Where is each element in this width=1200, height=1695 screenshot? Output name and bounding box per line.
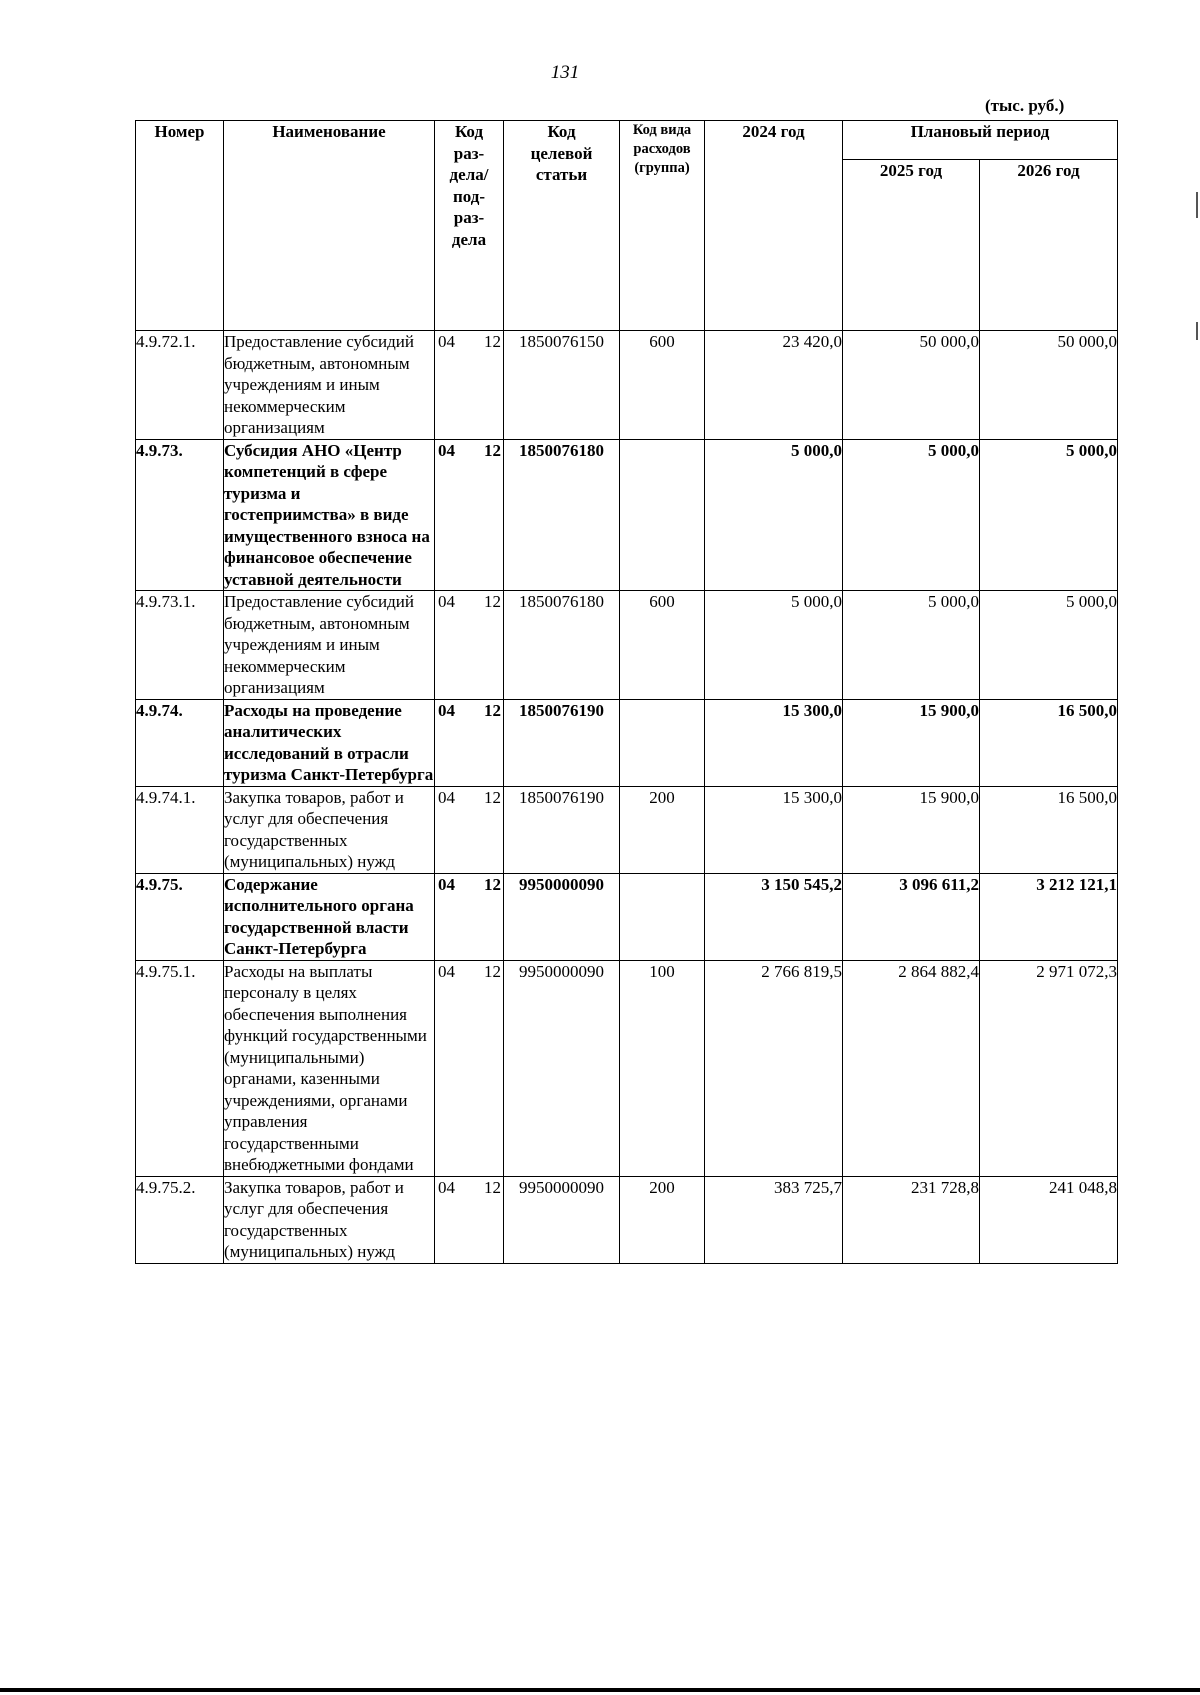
cell-razdel bbox=[435, 873, 504, 960]
cell-2026: 2 971 072,3 bbox=[980, 960, 1118, 1176]
cell-vid: 200 bbox=[620, 1176, 705, 1263]
cell-number: 4.9.72.1. bbox=[136, 331, 224, 440]
cell-celevaya: 9950000090 bbox=[504, 873, 620, 960]
cell-razdel-code: 04 bbox=[438, 1177, 455, 1197]
cell-name: Расходы на выплаты персоналу в целях обеспечения выполнения функций государственными (муниципальными) органами, казенными учреждениями, органами управления государственными внебюджетными фондами bbox=[224, 960, 435, 1176]
cell-2025: 231 728,8 bbox=[843, 1176, 980, 1263]
cell-2026: 50 000,0 bbox=[980, 331, 1118, 440]
cell-razdel-code: 04 bbox=[438, 700, 455, 720]
cell-vid: 600 bbox=[620, 331, 705, 440]
table-body bbox=[136, 331, 1118, 1264]
page-number: 131 bbox=[550, 62, 580, 83]
cell-vid bbox=[620, 439, 705, 591]
table-row bbox=[136, 960, 1118, 1176]
cell-number: 4.9.74.1. bbox=[136, 786, 224, 873]
cell-celevaya: 1850076180 bbox=[504, 439, 620, 591]
cell-podrazdel-code: 12 bbox=[484, 874, 501, 894]
cell-2025: 5 000,0 bbox=[843, 439, 980, 591]
table-row bbox=[136, 591, 1118, 700]
table-row bbox=[136, 439, 1118, 591]
cell-2026: 5 000,0 bbox=[980, 439, 1118, 591]
cell-podrazdel-code: 12 bbox=[484, 700, 501, 720]
cell-name: Содержание исполнительного органа государственной власти Санкт-Петербурга bbox=[224, 873, 435, 960]
cell-razdel bbox=[435, 331, 504, 440]
cell-razdel bbox=[435, 591, 504, 700]
cell-2024: 383 725,7 bbox=[705, 1176, 843, 1263]
cell-podrazdel-code: 12 bbox=[484, 961, 501, 981]
cell-celevaya: 1850076190 bbox=[504, 786, 620, 873]
cell-razdel bbox=[435, 1176, 504, 1263]
cell-2024: 5 000,0 bbox=[705, 591, 843, 700]
cell-celevaya: 1850076180 bbox=[504, 591, 620, 700]
cell-2025: 50 000,0 bbox=[843, 331, 980, 440]
cell-2024: 2 766 819,5 bbox=[705, 960, 843, 1176]
cell-podrazdel-code: 12 bbox=[484, 440, 501, 460]
cell-razdel-code: 04 bbox=[438, 874, 455, 894]
cell-2024: 15 300,0 bbox=[705, 786, 843, 873]
cell-2025: 2 864 882,4 bbox=[843, 960, 980, 1176]
cell-2024: 5 000,0 bbox=[705, 439, 843, 591]
cell-number: 4.9.73.1. bbox=[136, 591, 224, 700]
table-row bbox=[136, 699, 1118, 786]
cell-number: 4.9.74. bbox=[136, 699, 224, 786]
cell-name: Субсидия АНО «Центр компетенций в сфере туризма и гостеприимства» в виде имущественного взноса на финансовое обеспечение уставной деятельности bbox=[224, 439, 435, 591]
cell-razdel-code: 04 bbox=[438, 787, 455, 807]
cell-2026: 16 500,0 bbox=[980, 786, 1118, 873]
cell-number: 4.9.73. bbox=[136, 439, 224, 591]
header-2025: 2025 год bbox=[843, 160, 980, 331]
header-plan-period: Плановый период bbox=[843, 121, 1118, 160]
cell-name: Предоставление субсидий бюджетным, автономным учреждениям и иным некоммерческим организациям bbox=[224, 331, 435, 440]
cell-vid: 200 bbox=[620, 786, 705, 873]
header-2024: 2024 год bbox=[705, 121, 843, 331]
cell-2026: 5 000,0 bbox=[980, 591, 1118, 700]
cell-vid bbox=[620, 699, 705, 786]
cell-2025: 15 900,0 bbox=[843, 786, 980, 873]
cell-razdel bbox=[435, 960, 504, 1176]
table-row bbox=[136, 1176, 1118, 1263]
cell-podrazdel-code: 12 bbox=[484, 332, 501, 351]
header-celevaya: Код целевой статьи bbox=[504, 121, 620, 331]
cell-2024: 23 420,0 bbox=[705, 331, 843, 440]
cell-razdel-code: 04 bbox=[438, 332, 455, 351]
cell-celevaya: 1850076190 bbox=[504, 699, 620, 786]
scan-edge-mark bbox=[1196, 322, 1198, 340]
cell-razdel bbox=[435, 699, 504, 786]
cell-vid: 100 bbox=[620, 960, 705, 1176]
cell-number: 4.9.75.1. bbox=[136, 960, 224, 1176]
table-row bbox=[136, 873, 1118, 960]
cell-2024: 3 150 545,2 bbox=[705, 873, 843, 960]
units-label: (тыс. руб.) bbox=[985, 96, 1065, 115]
budget-table bbox=[135, 120, 1118, 1264]
cell-razdel-code: 04 bbox=[438, 592, 455, 611]
scan-bottom-edge bbox=[0, 1688, 1200, 1692]
cell-2025: 5 000,0 bbox=[843, 591, 980, 700]
cell-podrazdel-code: 12 bbox=[484, 787, 501, 807]
scan-edge-mark bbox=[1196, 192, 1198, 218]
cell-razdel-code: 04 bbox=[438, 440, 455, 460]
cell-celevaya: 9950000090 bbox=[504, 1176, 620, 1263]
table-row bbox=[136, 786, 1118, 873]
cell-number: 4.9.75.2. bbox=[136, 1176, 224, 1263]
header-2026: 2026 год bbox=[980, 160, 1118, 331]
cell-podrazdel-code: 12 bbox=[484, 1177, 501, 1197]
table-row bbox=[136, 331, 1118, 440]
cell-2026: 241 048,8 bbox=[980, 1176, 1118, 1263]
cell-razdel bbox=[435, 439, 504, 591]
cell-2026: 3 212 121,1 bbox=[980, 873, 1118, 960]
cell-2025: 3 096 611,2 bbox=[843, 873, 980, 960]
header-razdel: Код раз- дела/ под- раз- дела bbox=[435, 121, 504, 331]
cell-vid bbox=[620, 873, 705, 960]
cell-name: Расходы на проведение аналитических исследований в отрасли туризма Санкт-Петербурга bbox=[224, 700, 434, 784]
cell-vid: 600 bbox=[620, 591, 705, 700]
cell-name: Закупка товаров, работ и услуг для обеспечения государственных (муниципальных) нужд bbox=[224, 1176, 435, 1263]
cell-2026: 16 500,0 bbox=[980, 699, 1118, 786]
cell-2024: 15 300,0 bbox=[705, 699, 843, 786]
cell-celevaya: 9950000090 bbox=[504, 960, 620, 1176]
cell-number: 4.9.75. bbox=[136, 873, 224, 960]
cell-podrazdel-code: 12 bbox=[484, 592, 501, 611]
header-number: Номер bbox=[136, 121, 224, 331]
cell-razdel bbox=[435, 786, 504, 873]
header-name: Наименование bbox=[224, 121, 435, 331]
cell-celevaya: 1850076150 bbox=[504, 331, 620, 440]
cell-name: Закупка товаров, работ и услуг для обеспечения государственных (муниципальных) нужд bbox=[224, 786, 435, 873]
header-vid: Код вида расходов (группа) bbox=[620, 121, 705, 331]
cell-name: Предоставление субсидий бюджетным, автономным учреждениям и иным некоммерческим организациям bbox=[224, 591, 435, 700]
cell-razdel-code: 04 bbox=[438, 961, 455, 981]
cell-2025: 15 900,0 bbox=[843, 699, 980, 786]
